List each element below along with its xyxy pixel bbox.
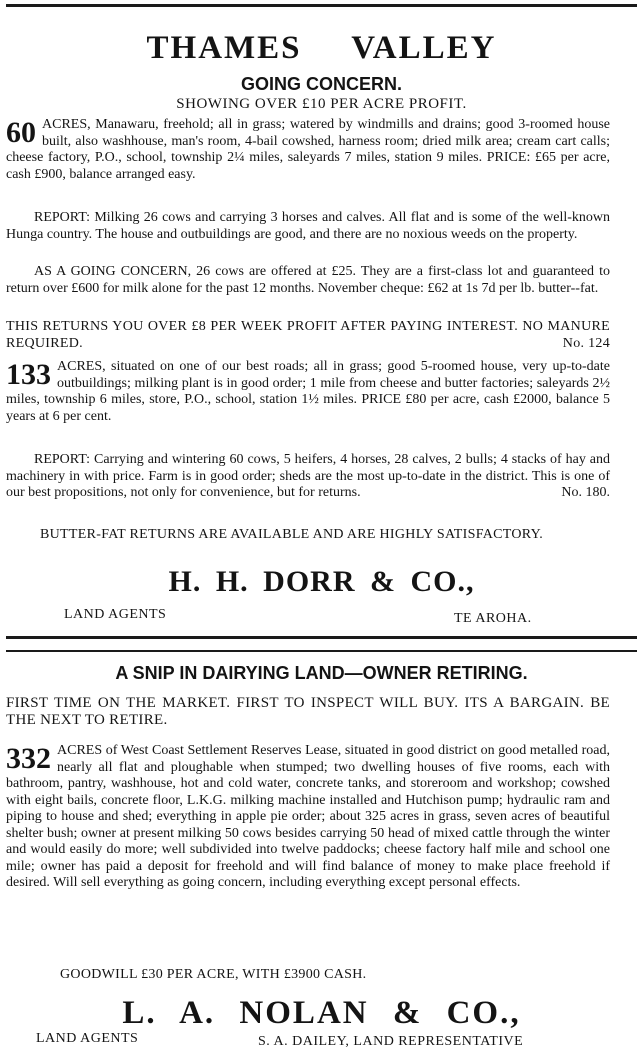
ad1-tagline: SHOWING OVER £10 PER ACRE PROFIT. (176, 96, 467, 112)
lot1-returns-line (6, 319, 610, 352)
ad2-lot (6, 743, 610, 892)
nolan-firm: L. A. NOLAN & CO., (122, 995, 521, 1031)
ad1-subtitle: GOING CONCERN. (240, 74, 402, 94)
ad1-title: THAMES VALLEY (146, 30, 497, 66)
separator-rule-1 (6, 636, 637, 639)
lot2-report: REPORT: Carrying and wintering 60 cows, 5 heifers, 4 horses, 28 calves, 2 bulls; 4 stacks of hay and machinery in with price. Farm is in good order; sheds are the most up-to-date in the district. This is one of our best propositions, not only for convenience, but for returns. (6, 452, 610, 500)
lot2-report-line (6, 452, 610, 502)
ad1-lot2 (6, 359, 610, 425)
lot1-description: ACRES, Manawaru, freehold; all in grass; watered by windmills and drains; good 3-roomed house built, also washhouse, man's room, 4-bail cowshed, harness room; dried milk area; cream cart calls; cheese factory, P.O., school, township 2¼ miles, saleyards 7 miles, station 9 miles. PRICE: £65 per acre, cash £900, balance arranged easy. (6, 117, 610, 182)
dorr-land-agents: LAND AGENTS (64, 607, 167, 622)
nolan-land-agents: LAND AGENTS (36, 1031, 139, 1046)
lot2-number: 133 (6, 358, 51, 391)
ad2-goodwill: GOODWILL £30 PER ACRE, WITH £3900 CASH. (60, 967, 367, 982)
lot1-number: 60 (6, 116, 36, 149)
ad2-headline: A SNIP IN DAIRYING LAND—OWNER RETIRING. (115, 663, 528, 683)
lot1-ref: No. 124 (562, 335, 610, 351)
ad2-intro: FIRST TIME ON THE MARKET. FIRST TO INSPECT WILL BUY. ITS A BARGAIN. BE THE NEXT TO RETIRE. (6, 695, 610, 728)
lot2-description: ACRES, situated on one of our best roads; all in grass; good 5-roomed house, very up-to-date outbuildings; milking plant is in good order; 1 mile from cheese and butter factories; saleyards 2½ miles, township 6 miles, store, P.O., school, station 1½ miles. PRICE £80 per acre, cash £2000, balance 5 years at 6 per cent. (6, 359, 610, 424)
lot1-returns: THIS RETURNS YOU OVER £8 PER WEEK PROFIT AFTER PAYING INTEREST. NO MANURE REQUIRED. (6, 319, 610, 351)
dorr-firm: H. H. DORR & CO., (168, 565, 475, 598)
ad2-number: 332 (6, 742, 51, 775)
lot2-ref: No. 180. (561, 485, 610, 500)
butterfat-note: BUTTER-FAT RETURNS ARE AVAILABLE AND ARE HIGHLY SATISFACTORY. (40, 527, 544, 542)
ad1-lot1 (6, 117, 610, 183)
nolan-representative: S. A. DAILEY, LAND REPRESENTATIVE (258, 1034, 524, 1049)
top-rule (6, 4, 637, 7)
ad2-description: ACRES of West Coast Settlement Reserves Lease, situated in good district on good metalled road, nearly all flat and ploughable when stumped; two dwelling houses of five rooms, each with bathroom, pantry, washhouse, hot and cold water, concrete tanks, and storeroom and workshop; cowshed with eight bails, concrete floor, L.K.G. milking machine installed and Hutchison pump; hydraulic ram and piping to house and shed; everything in apple pie order; about 325 acres in grass, seven acres of beautiful shelter bush; owner at present milking 50 cows besides carrying 50 head of mixed cattle through the winter and would easily do more; well subdivided into twelve paddocks; cheese factory half mile and school one mile; owner has paid a deposit for freehold and will find balance of money to make place freehold if desired. Will sell everything as going concern, including everything except personal effects. (6, 743, 610, 890)
dorr-location: TE AROHA. (454, 611, 532, 626)
separator-rule-2 (6, 650, 637, 652)
lot1-report: REPORT: Milking 26 cows and carrying 3 horses and calves. All flat and is some of the well-known Hunga country. The house and outbuildings are good, and there are no noxious weeds on the property. (6, 210, 610, 242)
lot1-concern: AS A GOING CONCERN, 26 cows are offered at £25. They are a first-class lot and guaranteed to return over £600 for milk alone for the past 12 months. November cheque: £62 at 1s 7d per lb. butter--fat. (6, 264, 610, 296)
